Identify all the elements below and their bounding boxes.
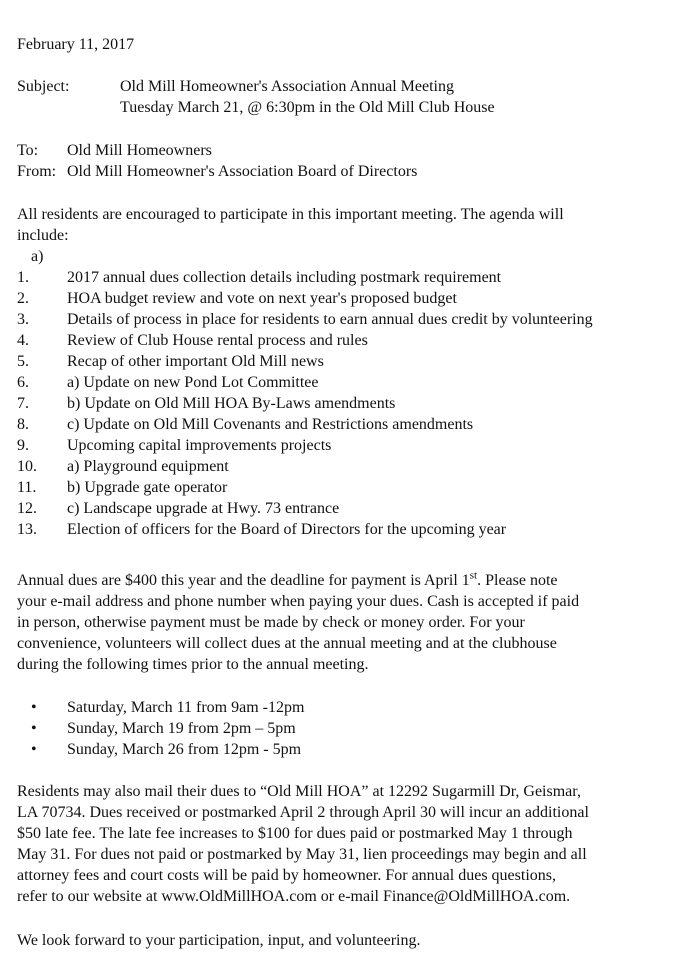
mail-line-6: refer to our website at www.OldMillHOA.com or e-mail Finance@OldMillHOA.com. <box>17 888 571 905</box>
collection-time: Sunday, March 26 from 12pm - 5pm <box>67 741 302 758</box>
to-value: Old Mill Homeowners <box>67 142 212 159</box>
collection-time: Sunday, March 19 from 2pm – 5pm <box>67 720 296 737</box>
agenda-item: Upcoming capital improvements projects <box>67 437 332 454</box>
agenda-item: Review of Club House rental process and rules <box>67 332 368 349</box>
agenda-item: 2017 annual dues collection details including postmark requirement <box>67 269 502 286</box>
intro-line-1: All residents are encouraged to participate in this important meeting. The agenda will <box>17 206 564 223</box>
agenda-number: 7. <box>17 395 29 412</box>
mail-line-1: Residents may also mail their dues to “Old Mill HOA” at 12292 Sugarmill Dr, Geismar, <box>17 783 581 800</box>
bullet-icon: • <box>31 720 37 737</box>
to-label: To: <box>17 142 39 159</box>
agenda-item: a) Update on new Pond Lot Committee <box>67 374 319 391</box>
dues-line-2: your e-mail address and phone number when paying your dues. Cash is accepted if paid <box>17 593 580 610</box>
agenda-item: Recap of other important Old Mill news <box>67 353 324 370</box>
dues-line-1-tail: . Please note <box>477 572 558 589</box>
subject-line-1: Old Mill Homeowner's Association Annual Meeting <box>120 78 454 95</box>
collection-time: Saturday, March 11 from 9am -12pm <box>67 699 305 716</box>
agenda-item: c) Landscape upgrade at Hwy. 73 entrance <box>67 500 340 517</box>
agenda-number: 4. <box>17 332 29 349</box>
dues-line-5: during the following times prior to the annual meeting. <box>17 656 369 673</box>
mail-line-2: LA 70734. Dues received or postmarked April 2 through April 30 will incur an additional <box>17 804 589 821</box>
dues-line-4: convenience, volunteers will collect dues at the annual meeting and at the clubhouse <box>17 635 557 652</box>
agenda-number: 11. <box>17 479 37 496</box>
agenda-pre-label: a) <box>31 248 44 265</box>
dues-line-1-text: Annual dues are $400 this year and the deadline for payment is April 1 <box>17 572 470 589</box>
agenda-number: 1. <box>17 269 29 286</box>
from-label: From: <box>17 163 57 180</box>
agenda-number: 9. <box>17 437 29 454</box>
subject-line-2: Tuesday March 21, @ 6:30pm in the Old Mill Club House <box>120 99 495 116</box>
agenda-number: 6. <box>17 374 29 391</box>
agenda-number: 2. <box>17 290 29 307</box>
bullet-icon: • <box>31 741 37 758</box>
closing-line: We look forward to your participation, input, and volunteering. <box>17 932 421 949</box>
agenda-item: c) Update on Old Mill Covenants and Restrictions amendments <box>67 416 474 433</box>
intro-line-2: include: <box>17 227 69 244</box>
agenda-item: a) Playground equipment <box>67 458 229 475</box>
agenda-number: 5. <box>17 353 29 370</box>
agenda-item: Details of process in place for residents to earn annual dues credit by volunteering <box>67 311 593 328</box>
ordinal-suffix: st <box>469 569 478 582</box>
agenda-number: 13. <box>17 521 37 538</box>
dues-line-3: in person, otherwise payment must be made by check or money order. For your <box>17 614 525 631</box>
mail-line-3: $50 late fee. The late fee increases to $100 for dues paid or postmarked May 1 through <box>17 825 573 842</box>
mail-line-4: May 31. For dues not paid or postmarked by May 31, lien proceedings may begin and all <box>17 846 587 863</box>
dues-line-1 <box>17 570 558 591</box>
agenda-item: HOA budget review and vote on next year's proposed budget <box>67 290 457 307</box>
bullet-icon: • <box>31 699 37 716</box>
letter-date: February 11, 2017 <box>17 36 135 53</box>
agenda-number: 8. <box>17 416 29 433</box>
agenda-number: 12. <box>17 500 37 517</box>
from-value: Old Mill Homeowner's Association Board of Directors <box>67 163 418 180</box>
agenda-item: b) Upgrade gate operator <box>67 479 228 496</box>
mail-line-5: attorney fees and court costs will be paid by homeowner. For annual dues questions, <box>17 867 556 884</box>
agenda-item: b) Update on Old Mill HOA By-Laws amendments <box>67 395 396 412</box>
agenda-item: Election of officers for the Board of Directors for the upcoming year <box>67 521 507 538</box>
agenda-number: 3. <box>17 311 29 328</box>
subject-label: Subject: <box>17 78 70 95</box>
agenda-number: 10. <box>17 458 37 475</box>
